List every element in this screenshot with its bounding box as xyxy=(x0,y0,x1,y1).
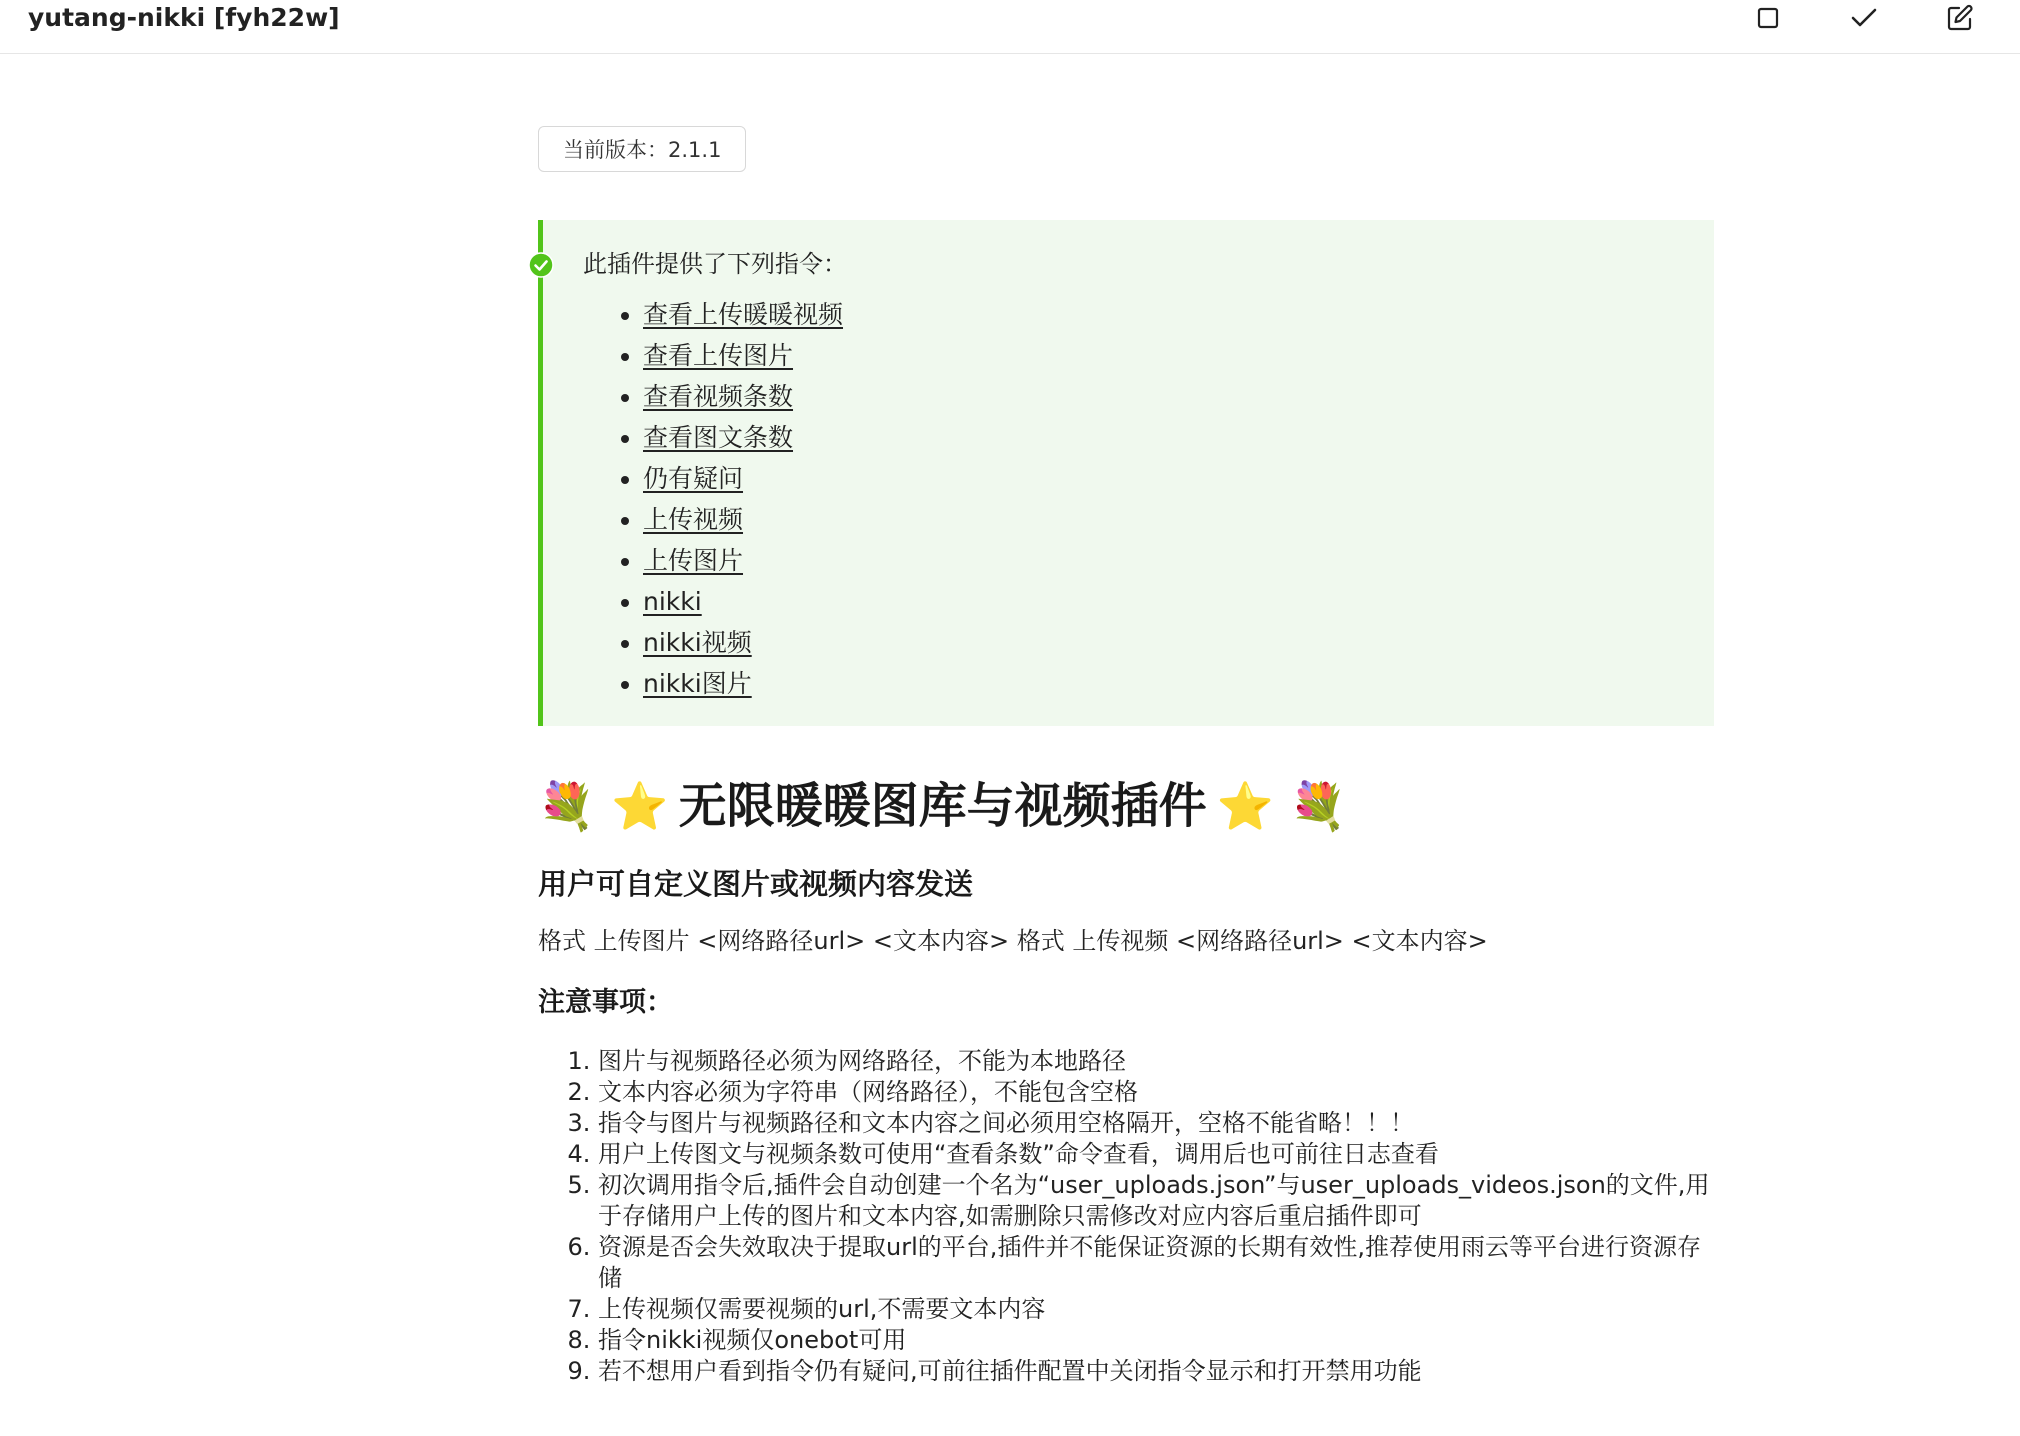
list-item xyxy=(643,499,1714,540)
command-link[interactable]: nikki视频 xyxy=(643,628,752,657)
command-link[interactable]: 查看视频条数 xyxy=(643,382,794,411)
top-bar xyxy=(0,0,2020,54)
list-item xyxy=(643,581,1714,622)
list-item xyxy=(643,376,1714,417)
maximize-button[interactable] xyxy=(1748,0,1788,36)
plugin-title: yutang-nikki [fyh22w] xyxy=(28,3,340,32)
list-item: 1. 图片与视频路径必须为网络路径，不能为本地路径 xyxy=(598,1046,1714,1077)
list-item: 8. 指令nikki视频仅onebot可用 xyxy=(598,1325,1714,1356)
notes-list xyxy=(538,1046,1714,1387)
bouquet-star-emoji-right: ⭐ 💐 xyxy=(1216,779,1348,833)
list-item xyxy=(643,335,1714,376)
list-item xyxy=(643,294,1714,335)
list-item: 9. 若不想用户看到指令仍有疑问,可前往插件配置中关闭指令显示和打开禁用功能 xyxy=(598,1356,1714,1387)
list-item xyxy=(643,622,1714,663)
readme-title xyxy=(538,774,1714,838)
bouquet-star-emoji-left: 💐 ⭐ xyxy=(538,779,669,833)
readme-subtitle: 用户可自定义图片或视频内容发送 xyxy=(538,867,974,901)
check-icon xyxy=(1851,7,1877,29)
commands-intro: 此插件提供了下列指令： xyxy=(583,250,847,278)
command-link[interactable]: 上传图片 xyxy=(643,546,744,575)
readme-title-text: 无限暖暖图库与视频插件 xyxy=(678,778,1207,834)
command-link[interactable]: 查看图文条数 xyxy=(643,423,794,452)
notes-heading: 注意事项： xyxy=(538,987,673,1018)
list-item xyxy=(643,663,1714,704)
square-icon xyxy=(1757,7,1779,29)
list-item xyxy=(643,458,1714,499)
version-badge: 当前版本：2.1.1 xyxy=(538,126,746,172)
edit-icon xyxy=(1946,4,1974,32)
list-item: 4. 用户上传图文与视频条数可使用“查看条数”命令查看，调用后也可前往日志查看 xyxy=(598,1139,1714,1170)
list-item: 6. 资源是否会失效取决于提取url的平台,插件并不能保证资源的长期有效性,推荐使用雨云等平台进行资源存储 xyxy=(598,1232,1714,1294)
command-link[interactable]: nikki图片 xyxy=(643,669,752,698)
list-item xyxy=(643,417,1714,458)
commands-tip-box xyxy=(538,220,1714,726)
check-circle-icon xyxy=(528,252,554,278)
list-item: 2. 文本内容必须为字符串（网络路径），不能包含空格 xyxy=(598,1077,1714,1108)
command-link[interactable]: 查看上传图片 xyxy=(643,341,794,370)
command-link[interactable]: 上传视频 xyxy=(643,505,744,534)
list-item: 5. 初次调用指令后,插件会自动创建一个名为“user_uploads.json”与user_uploads_videos.json的文件,用于存储用户上传的图片和文本内容,如需删除只需修改对应内容后重启插件即可 xyxy=(598,1170,1714,1232)
command-link[interactable]: nikki xyxy=(643,587,702,616)
list-item: 3. 指令与图片与视频路径和文本内容之间必须用空格隔开，空格不能省略！！！ xyxy=(598,1108,1714,1139)
list-item: 7. 上传视频仅需要视频的url,不需要文本内容 xyxy=(598,1294,1714,1325)
command-link[interactable]: 查看上传暖暖视频 xyxy=(643,300,844,329)
list-item xyxy=(643,540,1714,581)
command-list xyxy=(583,294,1714,704)
confirm-button[interactable] xyxy=(1844,0,1884,36)
edit-button[interactable] xyxy=(1940,0,1980,36)
command-link[interactable]: 仍有疑问 xyxy=(643,464,744,493)
format-description: 格式 上传图片 <网络路径url> <文本内容> 格式 上传视频 <网络路径url> <文本内容> xyxy=(538,927,1488,955)
readme-content xyxy=(538,126,1714,1387)
